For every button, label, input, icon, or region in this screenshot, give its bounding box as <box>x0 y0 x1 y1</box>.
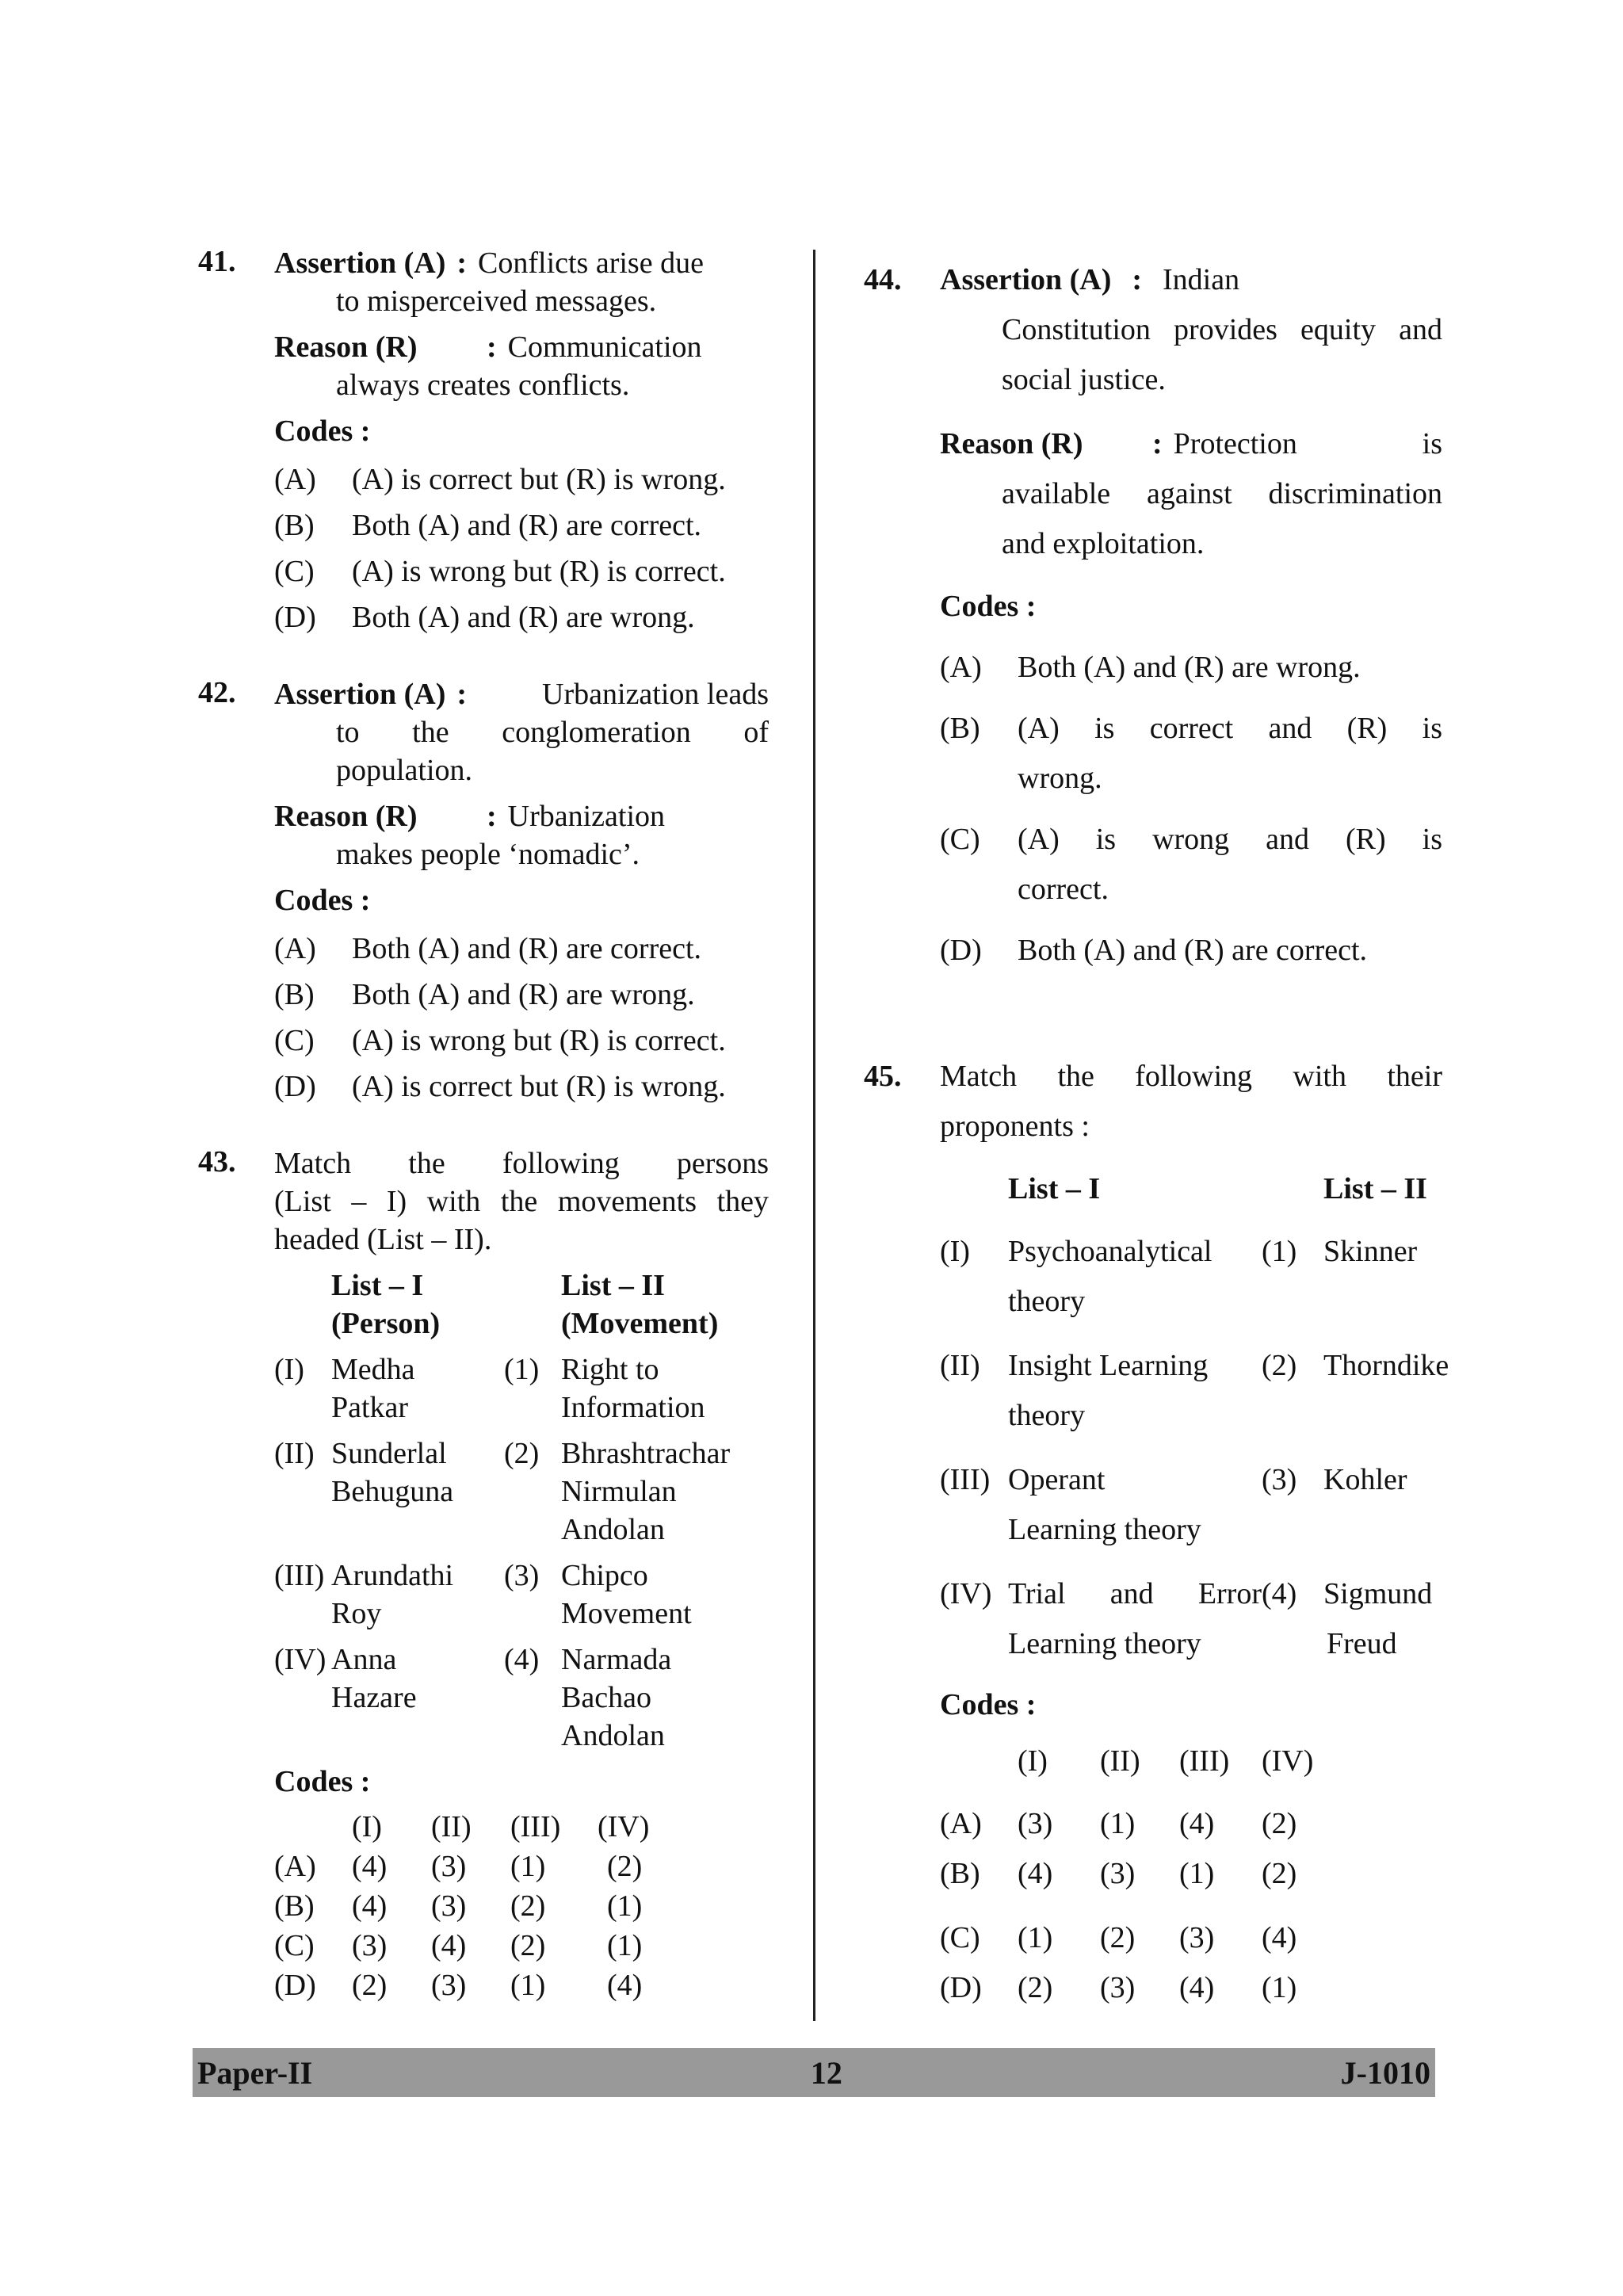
movement-number: (1) <box>504 1353 540 1386</box>
question-number: 43. <box>198 1145 236 1179</box>
row-numeral: (I) <box>940 1235 970 1268</box>
question-number: 42. <box>198 676 236 709</box>
code-value: (3) <box>1018 1807 1053 1840</box>
code-value: (4) <box>607 1969 643 2002</box>
movement-number: (4) <box>504 1643 540 1676</box>
question-45 <box>864 1052 1449 2013</box>
option-d[interactable]: (D) Both (A) and (R) are wrong. <box>274 601 695 634</box>
assertion-text-cont: to the conglomeration of <box>336 716 769 749</box>
assertion-label: Assertion (A) <box>940 263 1112 296</box>
options-list <box>274 926 769 1110</box>
person: Medha Patkar <box>331 1353 415 1424</box>
code-value: (1) <box>1100 1807 1136 1840</box>
list1-header: List – I <box>1008 1172 1101 1205</box>
codes-label: Codes : <box>940 590 1037 623</box>
question-41 <box>198 244 769 640</box>
assertion-text-cont2: social justice. <box>1002 363 1166 396</box>
question-44 <box>864 255 1442 976</box>
person: Arundathi Roy <box>331 1559 454 1630</box>
page-footer <box>193 2048 1435 2097</box>
question-number: 45. <box>864 1060 902 1093</box>
person: Sunderlal Behuguna <box>331 1437 454 1508</box>
row-numeral: (III) <box>940 1463 991 1496</box>
code-option-label[interactable]: (A) <box>274 1850 316 1883</box>
code-value: (4) <box>352 1889 388 1923</box>
movement: Bhrashtrachar Nirmulan Andolan <box>561 1437 731 1546</box>
colon: : <box>456 678 468 711</box>
options-list <box>274 457 769 640</box>
option-b[interactable]: (B) (A) is correct and (R) is wrong. <box>940 712 1442 795</box>
list1-sub: (Person) <box>331 1307 441 1340</box>
question-stem-cont: proponents : <box>940 1110 1090 1143</box>
proponent: Thorndike <box>1323 1349 1449 1382</box>
assertion-text: Conflicts arise due <box>478 246 704 280</box>
code-value: (2) <box>1262 1857 1297 1890</box>
code-option-label[interactable]: (A) <box>940 1807 982 1840</box>
option-a[interactable]: (A) Both (A) and (R) are correct. <box>274 932 702 965</box>
paper-code: J-1010 <box>1340 2054 1430 2091</box>
assertion-text: Indian <box>1163 263 1240 296</box>
row-numeral: (III) <box>274 1559 325 1592</box>
codes-label: Codes : <box>274 415 371 448</box>
movement-number: (2) <box>504 1437 540 1470</box>
person: Anna Hazare <box>331 1643 417 1714</box>
question-stem-cont: (List – I) with the movements they <box>274 1185 769 1218</box>
code-option-label[interactable]: (C) <box>940 1921 980 1954</box>
reason-text: Urbanization <box>507 800 666 833</box>
code-value: (4) <box>1262 1921 1297 1954</box>
list2-header: List – II <box>1323 1172 1427 1205</box>
codes-table <box>274 1807 769 2005</box>
question-43 <box>198 1144 769 2005</box>
assertion-text-cont: Constitution provides equity and <box>1002 313 1442 346</box>
code-value: (2) <box>352 1969 388 2002</box>
code-option-label[interactable]: (D) <box>274 1969 316 2002</box>
code-value: (1) <box>607 1929 643 1962</box>
options-list <box>940 643 1442 976</box>
code-value: (1) <box>510 1969 546 2002</box>
option-d[interactable]: (D) Both (A) and (R) are correct. <box>940 934 1368 967</box>
right-column <box>864 255 1449 2013</box>
theory: Trial and Error Learning theory <box>1008 1577 1262 1660</box>
code-value: (1) <box>607 1889 643 1923</box>
code-value: (3) <box>431 1850 467 1883</box>
code-header: (IV) <box>1262 1744 1314 1778</box>
assertion-text-cont: to misperceived messages. <box>336 285 657 318</box>
reason-line <box>274 797 769 835</box>
left-column <box>198 244 769 2005</box>
colon: : <box>487 800 497 833</box>
code-value: (4) <box>431 1929 467 1962</box>
list1-header: List – I <box>331 1269 424 1302</box>
row-numeral: (II) <box>940 1349 980 1382</box>
row-numeral: (II) <box>274 1437 315 1470</box>
code-header: (II) <box>1100 1744 1140 1778</box>
movement: Narmada Bachao Andolan <box>561 1643 672 1752</box>
code-value: (2) <box>1262 1807 1297 1840</box>
code-value: (2) <box>510 1889 546 1923</box>
code-header: (I) <box>352 1810 382 1843</box>
question-stem: Match the following persons <box>274 1147 769 1180</box>
code-option-label[interactable]: (C) <box>274 1929 315 1962</box>
option-a[interactable]: (A) Both (A) and (R) are wrong. <box>940 651 1361 684</box>
code-value: (2) <box>1100 1921 1136 1954</box>
code-option-label[interactable]: (B) <box>274 1889 315 1923</box>
code-header: (III) <box>510 1810 561 1843</box>
movement-number: (3) <box>504 1559 540 1592</box>
assertion-line <box>274 675 769 713</box>
assertion-label: Assertion (A) <box>274 246 446 280</box>
reason-text-cont2: and exploitation. <box>1002 527 1205 560</box>
colon: : <box>1132 263 1143 296</box>
movement: Chipco Movement <box>561 1559 692 1630</box>
row-numeral: (IV) <box>940 1577 992 1610</box>
reason-text-cont: always creates conflicts. <box>336 369 630 402</box>
reason-text-cont: makes people ‘nomadic’. <box>336 838 640 871</box>
paper-label: Paper-II <box>197 2054 313 2091</box>
proponent: Sigmund Freud <box>1323 1577 1433 1660</box>
code-option-label[interactable]: (D) <box>940 1971 982 2004</box>
proponent: Skinner <box>1323 1235 1418 1268</box>
code-value: (3) <box>1100 1971 1136 2004</box>
question-number: 44. <box>864 263 902 296</box>
movement: Right to Information <box>561 1353 705 1424</box>
codes-label: Codes : <box>274 884 371 917</box>
list2-header: List – II <box>561 1269 665 1302</box>
code-value: (3) <box>1100 1857 1136 1890</box>
option-b[interactable]: (B) Both (A) and (R) are correct. <box>274 509 702 542</box>
code-value: (3) <box>352 1929 388 1962</box>
reason-label: Reason (R) <box>940 427 1083 460</box>
proponent-number: (3) <box>1262 1463 1297 1496</box>
code-value: (1) <box>1018 1921 1053 1954</box>
theory: Insight Learning theory <box>1008 1349 1209 1432</box>
code-header: (II) <box>431 1810 472 1843</box>
assertion-label: Assertion (A) <box>274 678 446 711</box>
proponent-number: (4) <box>1262 1577 1297 1610</box>
proponent: Kohler <box>1323 1463 1407 1496</box>
code-value: (3) <box>431 1889 467 1923</box>
code-value: (4) <box>352 1850 388 1883</box>
proponent-number: (1) <box>1262 1235 1297 1268</box>
code-value: (4) <box>1179 1807 1215 1840</box>
code-value: (4) <box>1179 1971 1215 2004</box>
match-table <box>940 1164 1449 1669</box>
row-numeral: (I) <box>274 1353 304 1386</box>
reason-label: Reason (R) <box>274 800 418 833</box>
column-divider <box>813 250 815 2021</box>
code-header: (III) <box>1179 1744 1230 1778</box>
code-value: (4) <box>1018 1857 1053 1890</box>
row-numeral: (IV) <box>274 1643 327 1676</box>
codes-label: Codes : <box>274 1765 371 1798</box>
code-value: (1) <box>510 1850 546 1883</box>
colon: : <box>1152 427 1163 460</box>
list2-sub: (Movement) <box>561 1307 719 1340</box>
reason-text: Communication <box>507 330 702 364</box>
option-c[interactable]: (C) (A) is wrong but (R) is correct. <box>274 555 726 588</box>
reason-text: Protection is <box>1173 427 1442 460</box>
option-d[interactable]: (D) (A) is correct but (R) is wrong. <box>274 1070 726 1103</box>
proponent-number: (2) <box>1262 1349 1297 1382</box>
codes-label: Codes : <box>940 1688 1037 1721</box>
code-option-label[interactable]: (B) <box>940 1857 980 1890</box>
option-a[interactable]: (A) (A) is correct but (R) is wrong. <box>274 463 726 496</box>
code-value: (2) <box>1018 1971 1053 2004</box>
option-b[interactable]: (B) Both (A) and (R) are wrong. <box>274 978 695 1011</box>
option-c[interactable]: (C) (A) is wrong but (R) is correct. <box>274 1024 726 1057</box>
reason-line <box>940 419 1442 469</box>
page-number: 12 <box>810 2054 842 2091</box>
assertion-line <box>940 255 1442 305</box>
colon: : <box>456 246 468 280</box>
code-value: (1) <box>1179 1857 1215 1890</box>
assertion-text: Urbanization leads <box>542 678 769 711</box>
code-value: (1) <box>1262 1971 1297 2004</box>
theory: Psychoanalytical theory <box>1008 1235 1212 1318</box>
code-header: (I) <box>1018 1744 1048 1778</box>
reason-text-cont: available against discrimination <box>1002 477 1442 510</box>
reason-line <box>274 328 769 366</box>
question-42 <box>198 675 769 1110</box>
assertion-text-cont2: population. <box>336 754 473 787</box>
theory: Operant Learning theory <box>1008 1463 1201 1546</box>
code-value: (2) <box>607 1850 643 1883</box>
code-header: (IV) <box>598 1810 650 1843</box>
assertion-line <box>274 244 769 282</box>
option-c[interactable]: (C) (A) is wrong and (R) is correct. <box>940 823 1442 906</box>
code-value: (3) <box>431 1969 467 2002</box>
reason-label: Reason (R) <box>274 330 418 364</box>
match-table <box>274 1266 769 1755</box>
codes-table <box>940 1736 1442 2013</box>
code-value: (2) <box>510 1929 546 1962</box>
question-stem-cont2: headed (List – II). <box>274 1223 492 1256</box>
question-stem: Match the following with their <box>940 1060 1442 1093</box>
code-value: (3) <box>1179 1921 1215 1954</box>
colon: : <box>487 330 497 364</box>
question-number: 41. <box>198 245 236 278</box>
